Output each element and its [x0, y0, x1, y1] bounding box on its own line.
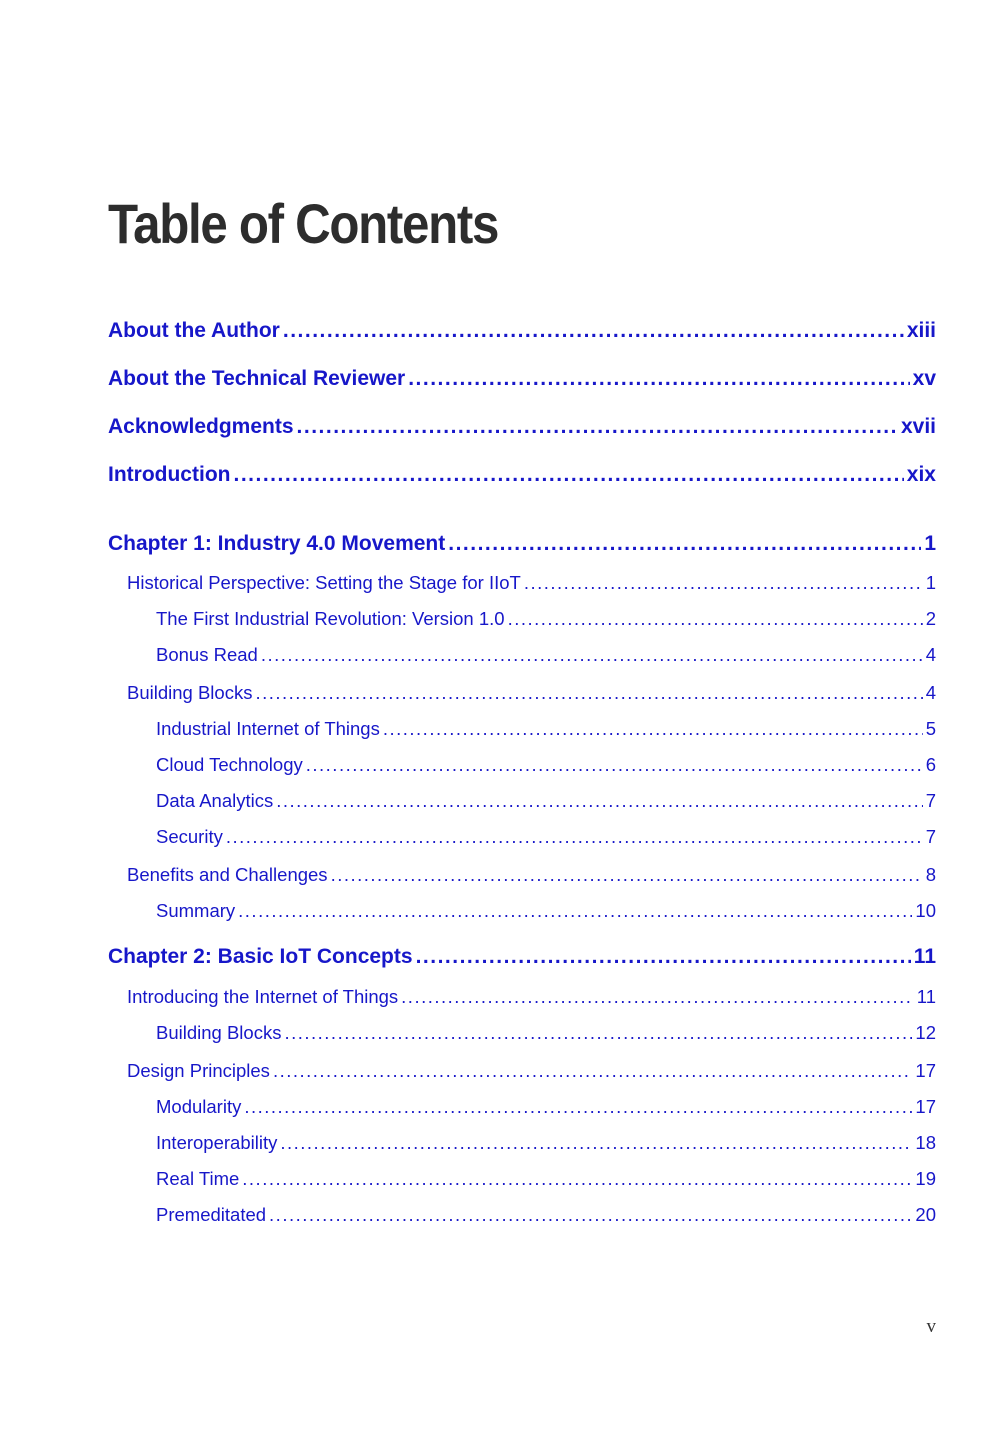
toc-entry-page: 18 [915, 1132, 936, 1153]
toc-entry-title: Introducing the Internet of Things [127, 986, 399, 1007]
dot-leader [269, 1204, 912, 1226]
toc-entry-page: 11 [916, 986, 936, 1007]
toc-entry-title: About the Technical Reviewer [108, 367, 406, 390]
page-number: v [926, 1316, 936, 1337]
dot-leader [416, 945, 911, 969]
toc-entry-title: Summary [156, 900, 236, 921]
toc-entry-page: 8 [925, 864, 936, 885]
dot-leader [276, 790, 922, 812]
toc-entry-page: 10 [915, 900, 936, 921]
toc-entry-building-blocks-2[interactable] [156, 1022, 936, 1044]
toc-entry-page: 19 [915, 1168, 936, 1189]
toc-entry-page: 7 [925, 826, 936, 847]
dot-leader [242, 1168, 912, 1190]
toc-entry-page: 20 [915, 1204, 936, 1225]
toc-entry-title: Industrial Internet of Things [156, 718, 380, 739]
dot-leader [284, 1022, 912, 1044]
toc-entry-title: Building Blocks [156, 1022, 282, 1043]
dot-leader [508, 608, 923, 630]
toc-entry-page: 11 [913, 945, 936, 968]
toc-entry-title: Data Analytics [156, 790, 274, 811]
toc-entry-data-analytics[interactable] [156, 790, 936, 812]
toc-entry-title: Bonus Read [156, 644, 258, 665]
toc-entry-page: xix [906, 463, 936, 486]
dot-leader [261, 644, 923, 666]
toc-entry-page: 4 [925, 682, 936, 703]
toc-entry-title: Introduction [108, 463, 231, 486]
toc-entry-page: 5 [925, 718, 936, 739]
toc-entry-title: Chapter 2: Basic IoT Concepts [108, 945, 413, 968]
page-title: Table of Contents [108, 192, 499, 255]
dot-leader [273, 1060, 912, 1082]
toc-entry-industrial-iot[interactable] [156, 718, 936, 740]
toc-entry-acknowledgments[interactable] [108, 415, 936, 439]
toc-entry-page: 17 [915, 1060, 936, 1081]
dot-leader [255, 682, 922, 704]
toc-entry-cloud-technology[interactable] [156, 754, 936, 776]
toc-entry-real-time[interactable] [156, 1168, 936, 1190]
toc-entry-title: Acknowledgments [108, 415, 294, 438]
toc-entry-title: About the Author [108, 319, 280, 342]
dot-leader [233, 463, 903, 487]
toc-entry-premeditated[interactable] [156, 1204, 936, 1226]
toc-entry-design-principles[interactable] [127, 1060, 936, 1082]
toc-entry-bonus-read[interactable] [156, 644, 936, 666]
toc-entry-title: Chapter 1: Industry 4.0 Movement [108, 532, 446, 555]
toc-entry-title: Cloud Technology [156, 754, 303, 775]
dot-leader [524, 572, 923, 594]
toc-entry-summary[interactable] [156, 900, 936, 922]
toc-entry-page: 4 [925, 644, 936, 665]
dot-leader [280, 1132, 912, 1154]
dot-leader [448, 532, 921, 556]
toc-entry-first-industrial-revolution[interactable] [156, 608, 936, 630]
dot-leader [383, 718, 923, 740]
toc-entry-security[interactable] [156, 826, 936, 848]
toc-chapter-1[interactable] [108, 532, 936, 556]
toc-entry-title: The First Industrial Revolution: Version 1.0 [156, 608, 505, 629]
toc-entry-title: Benefits and Challenges [127, 864, 328, 885]
toc-entry-historical-perspective[interactable] [127, 572, 936, 594]
dot-leader [306, 754, 923, 776]
toc-entry-title: Real Time [156, 1168, 240, 1189]
toc-entry-title: Design Principles [127, 1060, 270, 1081]
dot-leader [401, 986, 914, 1008]
toc-entry-introducing-iot[interactable] [127, 986, 936, 1008]
toc-entry-benefits-challenges[interactable] [127, 864, 936, 886]
toc-entry-title: Interoperability [156, 1132, 278, 1153]
toc-entry-page: 1 [924, 532, 936, 555]
toc-entry-page: xv [912, 367, 936, 390]
dot-leader [238, 900, 912, 922]
toc-entry-modularity[interactable] [156, 1096, 936, 1118]
toc-entry-page: 12 [915, 1022, 936, 1043]
toc-entry-page: xvii [900, 415, 936, 438]
toc-entry-page: 1 [925, 572, 936, 593]
toc-entry-page: 17 [915, 1096, 936, 1117]
toc-entry-interoperability[interactable] [156, 1132, 936, 1154]
dot-leader [244, 1096, 912, 1118]
toc-entry-page: 2 [925, 608, 936, 629]
dot-leader [283, 319, 904, 343]
toc-entry-page: 6 [925, 754, 936, 775]
dot-leader [297, 415, 898, 439]
toc-entry-page: 7 [925, 790, 936, 811]
toc-chapter-2[interactable] [108, 945, 936, 969]
toc-entry-title: Security [156, 826, 223, 847]
toc-entry-building-blocks[interactable] [127, 682, 936, 704]
toc-entry-about-technical-reviewer[interactable] [108, 367, 936, 391]
toc-entry-page: xiii [906, 319, 936, 342]
toc-entry-introduction[interactable] [108, 463, 936, 487]
toc-entry-title: Modularity [156, 1096, 242, 1117]
toc-entry-title: Historical Perspective: Setting the Stage for IIoT [127, 572, 521, 593]
dot-leader [331, 864, 923, 886]
dot-leader [226, 826, 923, 848]
toc-entry-title: Building Blocks [127, 682, 253, 703]
dot-leader [408, 367, 909, 391]
toc-entry-title: Premeditated [156, 1204, 267, 1225]
toc-entry-about-author[interactable] [108, 319, 936, 343]
